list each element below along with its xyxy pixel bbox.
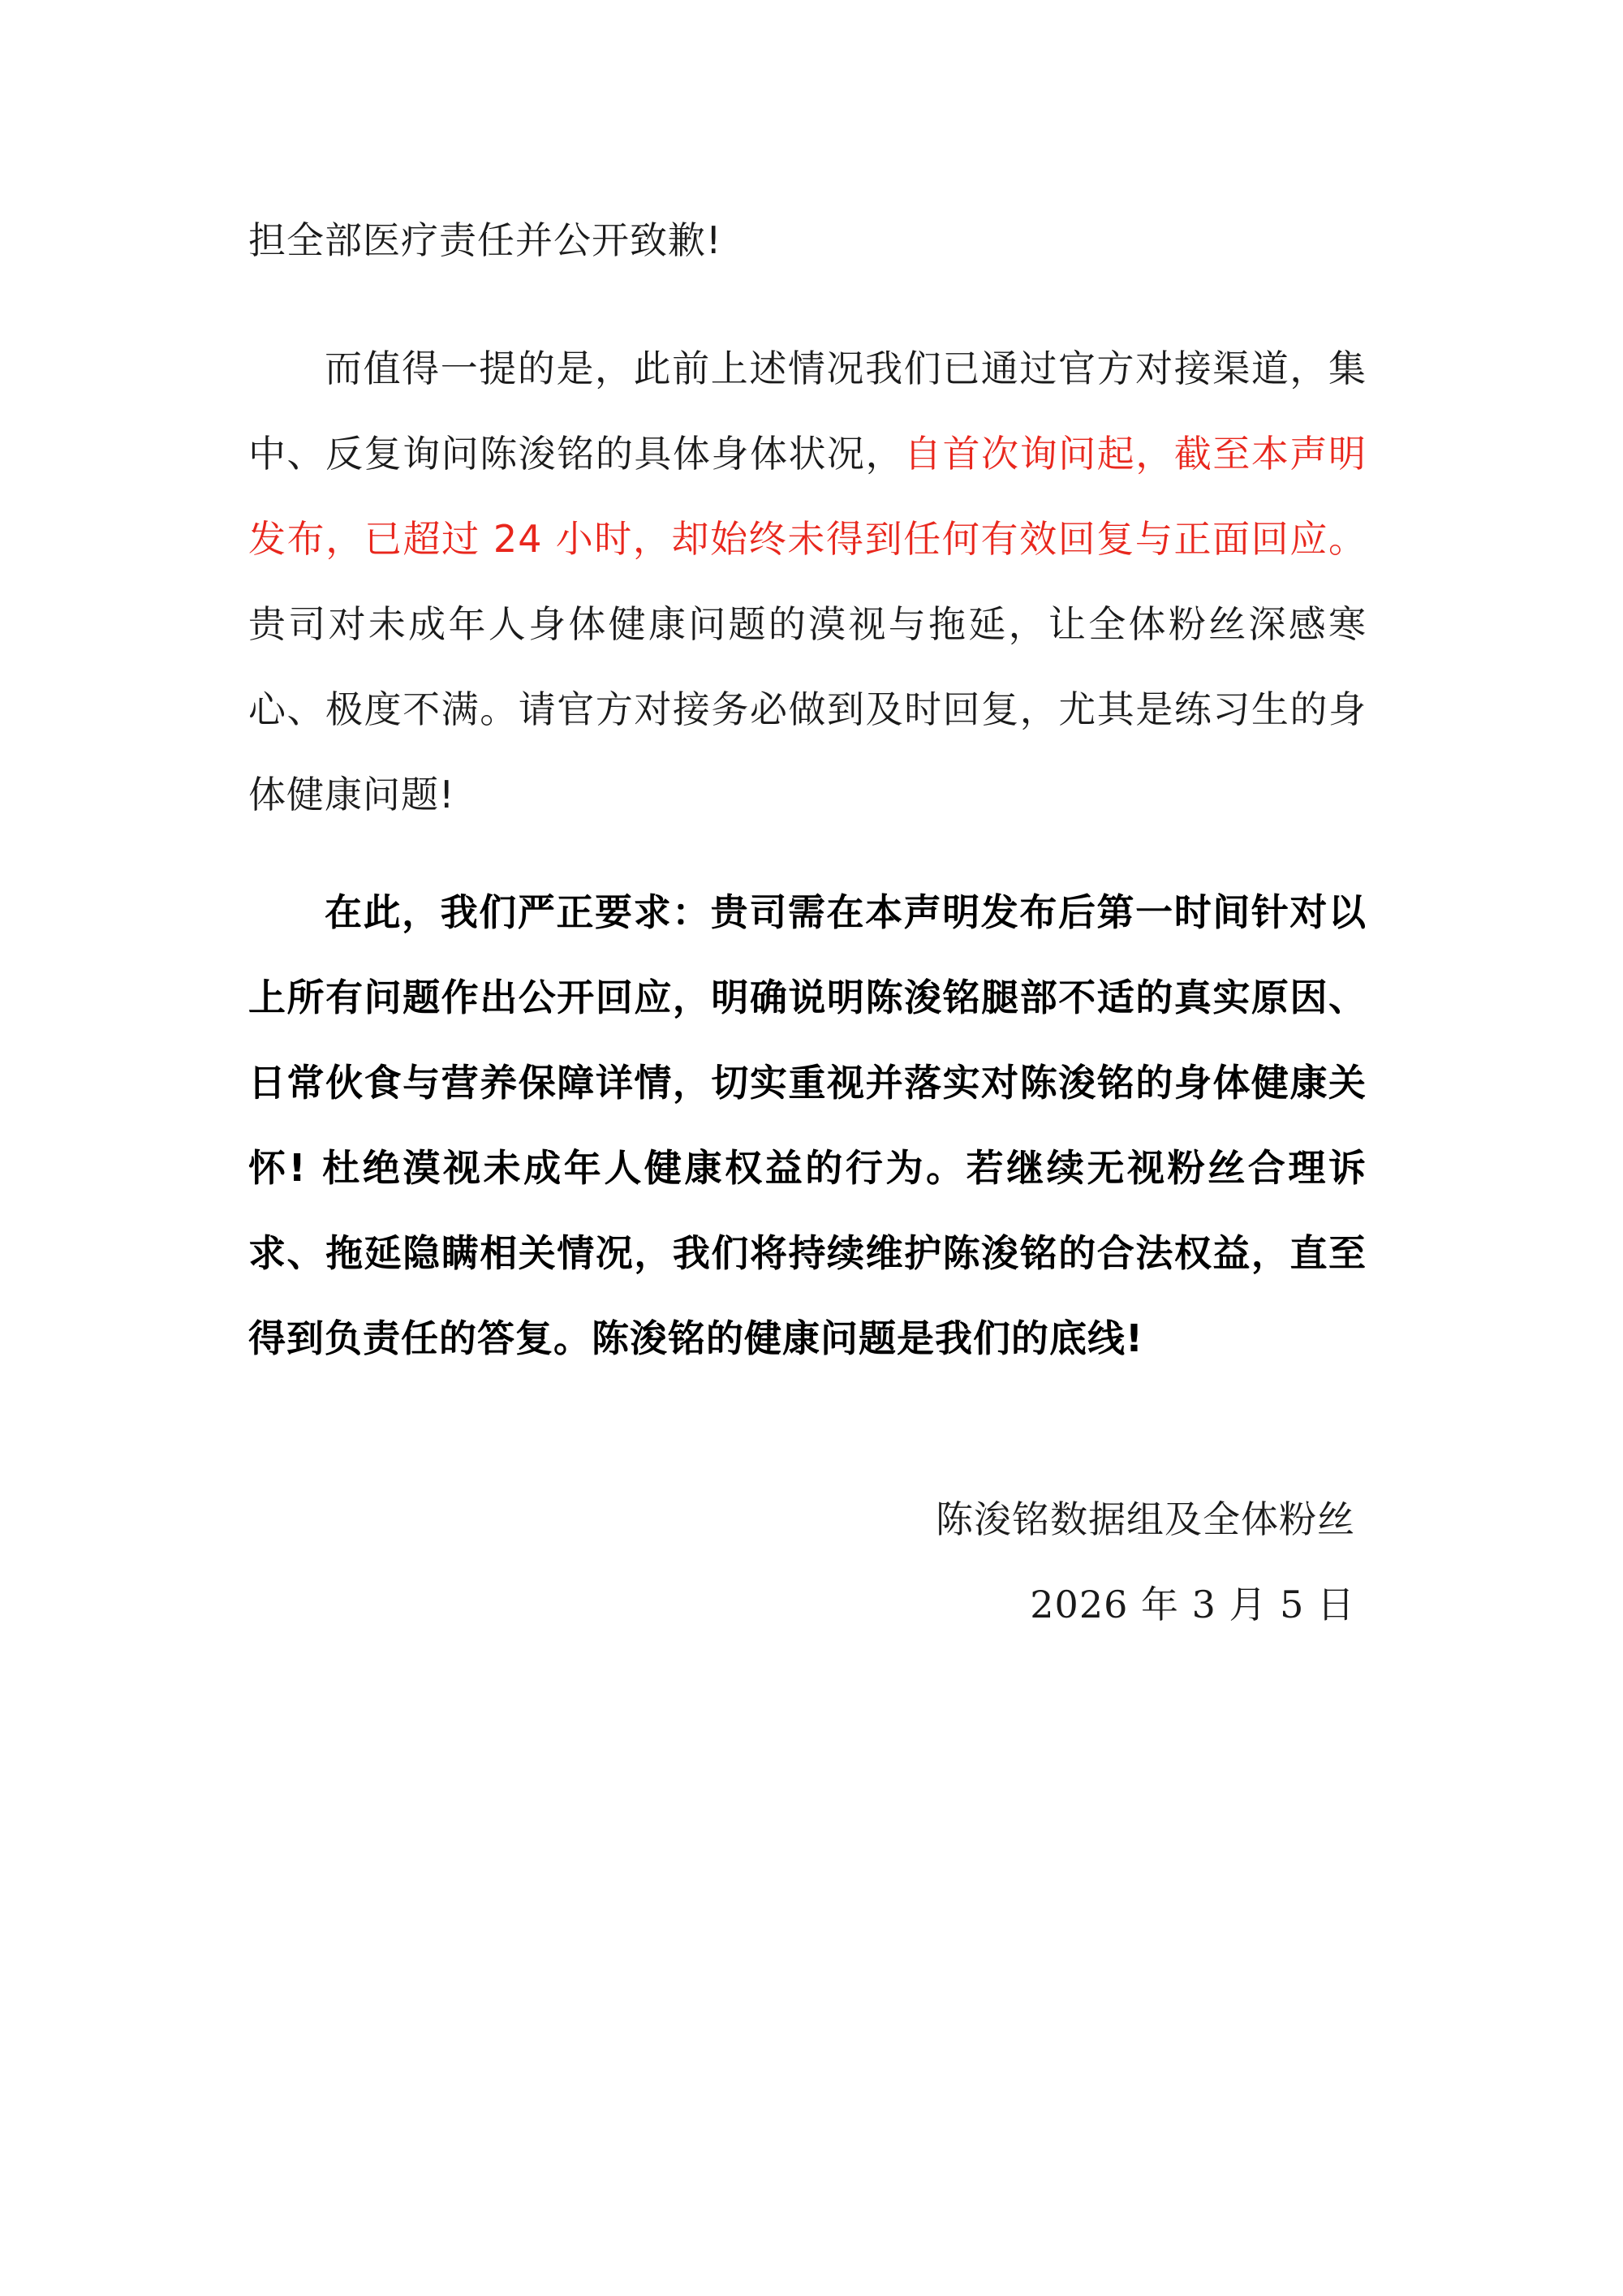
paragraph-inquiry	[248, 326, 1367, 838]
paragraph-demands	[248, 870, 1367, 1381]
paragraph-2-text-start: 而值得一提的是，此前上述情况我们已通过官方对接渠道，集中、反复询问陈浚铭的具体身体状况，	[248, 347, 1367, 476]
signature-date: 2026 年 3 月 5 日	[1030, 1583, 1355, 1626]
paragraph-2-text-end: 贵司对未成年人身体健康问题的漠视与拖延，让全体粉丝深感寒心、极度不满。请官方对接务必做到及时回复，尤其是练习生的身体健康问题!	[248, 602, 1367, 816]
paragraph-1-text: 担全部医疗责任并公开致歉!	[248, 218, 722, 262]
paragraph-3-text: 在此，我们严正要求：贵司需在本声明发布后第一时间针对以上所有问题作出公开回应，明确说明陈浚铭腿部不适的真实原因、日常伙食与营养保障详情，切实重视并落实对陈浚铭的身体健康关怀! 杜绝漠视未成年人健康权益的行为。若继续无视粉丝合理诉求、拖延隐瞒相关情况，我们将持续维护陈浚铭的合法权益，直至得到负责任的答复。陈浚铭的健康问题是我们的底线!	[248, 890, 1367, 1360]
paragraph-2-highlight: 自首次询问起，截至本声明发布，已超过 24 小时，却始终未得到任何有效回复与正面回应。	[248, 432, 1367, 561]
paragraph-continuation	[248, 198, 1367, 283]
signature-organization: 陈浚铭数据组及全体粉丝	[936, 1497, 1355, 1541]
